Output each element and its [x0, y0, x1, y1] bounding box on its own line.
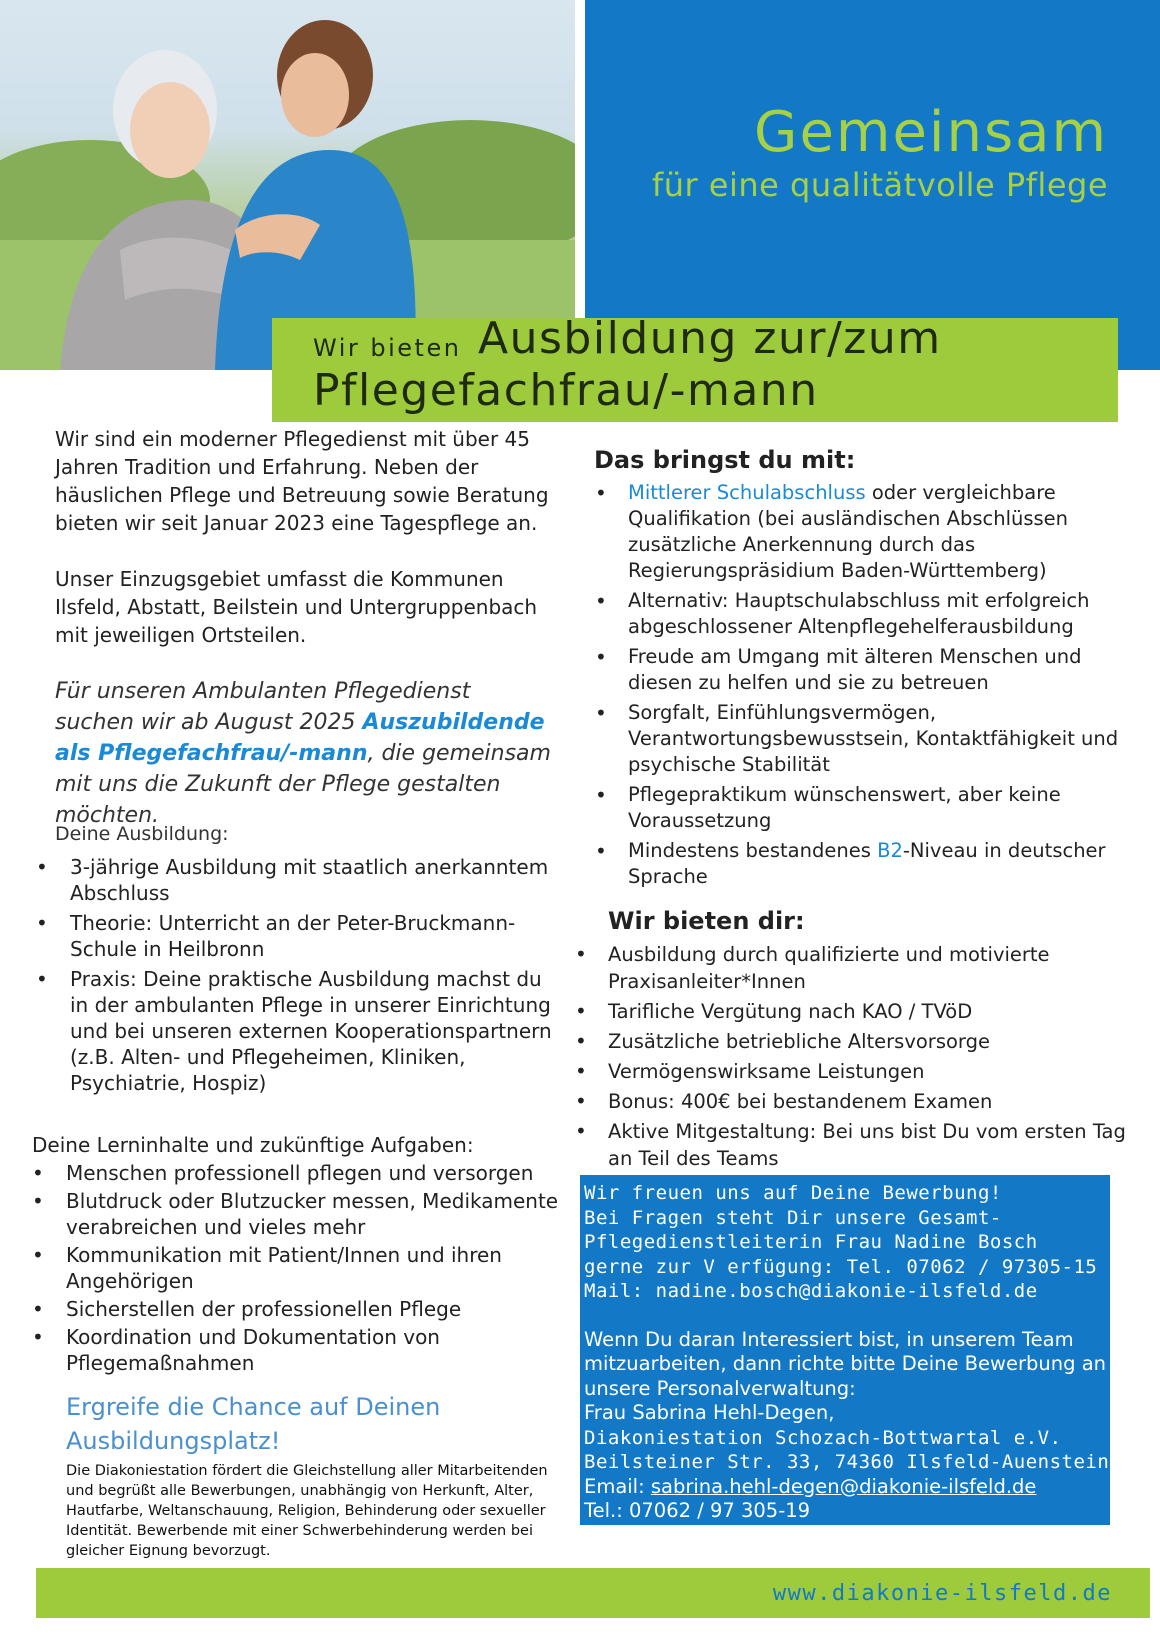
intro-p3-part1: Für unseren Ambulanten Pflegedienst suchen wir ab August 2025 [55, 679, 471, 735]
list-item: • Zusätzliche betriebliche Altersvorsorge [608, 1028, 1128, 1055]
contact-line: Pflegedienstleiterin Frau Nadine Bosch [584, 1231, 1038, 1253]
list-item [628, 838, 1128, 890]
ausbildung-label: Deine Ausbildung: [55, 823, 229, 845]
contact-line: Wenn Du daran Interessiert bist, in unserem Team [584, 1327, 1074, 1351]
requirement-text: oder vergleichbare Qualifikation (bei ausländischen Abschlüssen zusätzliche Anerkennung durch das Regierungspräsidium Baden-Württemberg) [628, 481, 1069, 582]
list-item: • 3-jährige Ausbildung mit staatlich anerkanntem Abschluss [70, 854, 560, 906]
list-item: • Theorie: Unterricht an der Peter-Bruckmann-Schule in Heilbronn [70, 910, 560, 962]
list-item: • Blutdruck oder Blutzucker messen, Medikamente verabreichen und vieles mehr [66, 1188, 566, 1240]
email-label: Email: [584, 1474, 651, 1498]
list-item: • Tarifliche Vergütung nach KAO / TVöD [608, 998, 1128, 1025]
contact-email-row [584, 1475, 1106, 1500]
lerninhalte-list [66, 1160, 566, 1378]
list-item [628, 480, 1128, 584]
contact-line: Wir freuen uns auf Deine Bewerbung! [584, 1182, 1002, 1204]
list-item: • Menschen professionell pflegen und versorgen [66, 1160, 566, 1186]
intro-p3-highlight: Auszubildende als Pflegefachfrau/-mann [55, 710, 545, 766]
contact-line: mitzuarbeiten, dann richte bitte Deine Bewerbung an [584, 1352, 1106, 1375]
subheadline: für eine qualitätvolle Pflege [651, 166, 1108, 204]
contact-line: unsere Personalverwaltung: [584, 1376, 856, 1400]
lerninhalte-label: Deine Lerninhalte und zukünftige Aufgaben: [32, 1133, 474, 1157]
list-item: • Ausbildung durch qualifizierte und motivierte Praxisanleiter*Innen [608, 941, 1128, 995]
banner-title-line2: Pflegefachfrau/-mann [313, 365, 819, 416]
list-item: • Aktive Mitgestaltung: Bei uns bist Du vom ersten Tag an Teil des Teams [608, 1118, 1128, 1172]
list-item: • Bonus: 400€ bei bestandenem Examen [608, 1088, 1128, 1115]
headline: Gemeinsam [754, 100, 1108, 165]
ausbildung-list [70, 854, 560, 1100]
contact-name: Frau Sabrina Hehl-Degen, [584, 1401, 835, 1424]
contact-phone: gerne zur V erfügung: Tel. 07062 / 97305-15 [584, 1255, 1098, 1278]
list-item: • Freude am Umgang mit älteren Menschen und diesen zu helfen und sie zu betreuen [628, 644, 1128, 696]
list-item: • Kommunikation mit Patient/Innen und ihren Angehörigen [66, 1242, 566, 1294]
requirements-title: Das bringst du mit: [594, 446, 856, 474]
hr-email-link[interactable]: sabrina.hehl-degen@diakonie-ilsfeld.de [650, 1474, 1037, 1498]
benefits-title: Wir bieten dir: [608, 907, 805, 935]
requirement-highlight: Mittlerer Schulabschluss [628, 481, 866, 504]
list-item: • Vermögenswirksame Leistungen [608, 1058, 1128, 1085]
call-to-action: Ergreife die Chance auf Deinen Ausbildungsplatz! [66, 1393, 441, 1455]
banner-prefix: Wir bieten [313, 334, 462, 362]
intro-paragraph-3 [55, 676, 555, 831]
contact-email-link[interactable]: Mail: nadine.bosch@diakonie-ilsfeld.de [584, 1280, 1038, 1302]
list-item: • Sorgfalt, Einfühlungsvermögen, Verantwortungsbewusstsein, Kontaktfähigkeit und psychische Stabilität [628, 700, 1128, 778]
contact-organization: Diakoniestation Schozach-Bottwartal e.V. [584, 1426, 1062, 1449]
intro-paragraph-2: Unser Einzugsgebiet umfasst die Kommunen Ilsfeld, Abstatt, Beilstein und Untergruppenbach mit jeweiligen Ortsteilen. [55, 567, 538, 647]
banner-title-line1: Ausbildung zur/zum [478, 313, 942, 364]
contact-box [580, 1175, 1110, 1525]
contact-address: Beilsteiner Str. 33, 74360 Ilsfeld-Auenstein [584, 1451, 1110, 1473]
contact-line: Bei Fragen steht Dir unsere Gesamt- [584, 1206, 1002, 1229]
equality-disclaimer: Die Diakoniestation fördert die Gleichstellung aller Mitarbeitenden und begrüßt alle Bewerbungen, unabhängig von Herkunft, Alter, Hautfarbe, Weltanschauung, Religion, Behinderung oder sexueller Identität. Bewerbende mit einer Schwerbehinderung werden bei gleicher Eignung bevorzugt. [66, 1463, 548, 1559]
list-item: • Pflegepraktikum wünschenswert, aber keine Voraussetzung [628, 782, 1128, 834]
list-item: • Alternativ: Hauptschulabschluss mit erfolgreich abgeschlossener Altenpflegehelferausbildung [628, 588, 1128, 640]
list-item: • Praxis: Deine praktische Ausbildung machst du in der ambulanten Pflege in unserer Einrichtung und bei unseren externen Kooperationspartnern (z.B. Alten- und Pflegeheimen, Kliniken, Psychiatrie, Hospiz) [70, 966, 560, 1096]
contact-phone: Tel.: 07062 / 97 305-19 [584, 1499, 811, 1522]
requirement-text: Mindestens bestandenes [628, 839, 878, 862]
website-link[interactable]: www.diakonie-ilsfeld.de [772, 1581, 1112, 1606]
requirement-highlight: B2 [877, 839, 903, 862]
benefits-list [608, 941, 1128, 1175]
requirements-list [628, 480, 1128, 894]
list-item: • Sicherstellen der professionellen Pflege [66, 1296, 566, 1322]
list-item: • Koordination und Dokumentation von Pflegemaßnahmen [66, 1324, 566, 1376]
intro-p3-part2: , die gemeinsam mit uns die Zukunft der Pflege gestalten möchten. [55, 741, 551, 828]
requirement-text: -Niveau in deutscher Sprache [628, 839, 1106, 888]
intro-paragraph-1: Wir sind ein moderner Pflegedienst mit über 45 Jahren Tradition und Erfahrung. Neben der häuslichen Pflege und Betreuung sowie Beratung bieten wir seit Januar 2023 eine Tagespflege an. [55, 427, 549, 535]
